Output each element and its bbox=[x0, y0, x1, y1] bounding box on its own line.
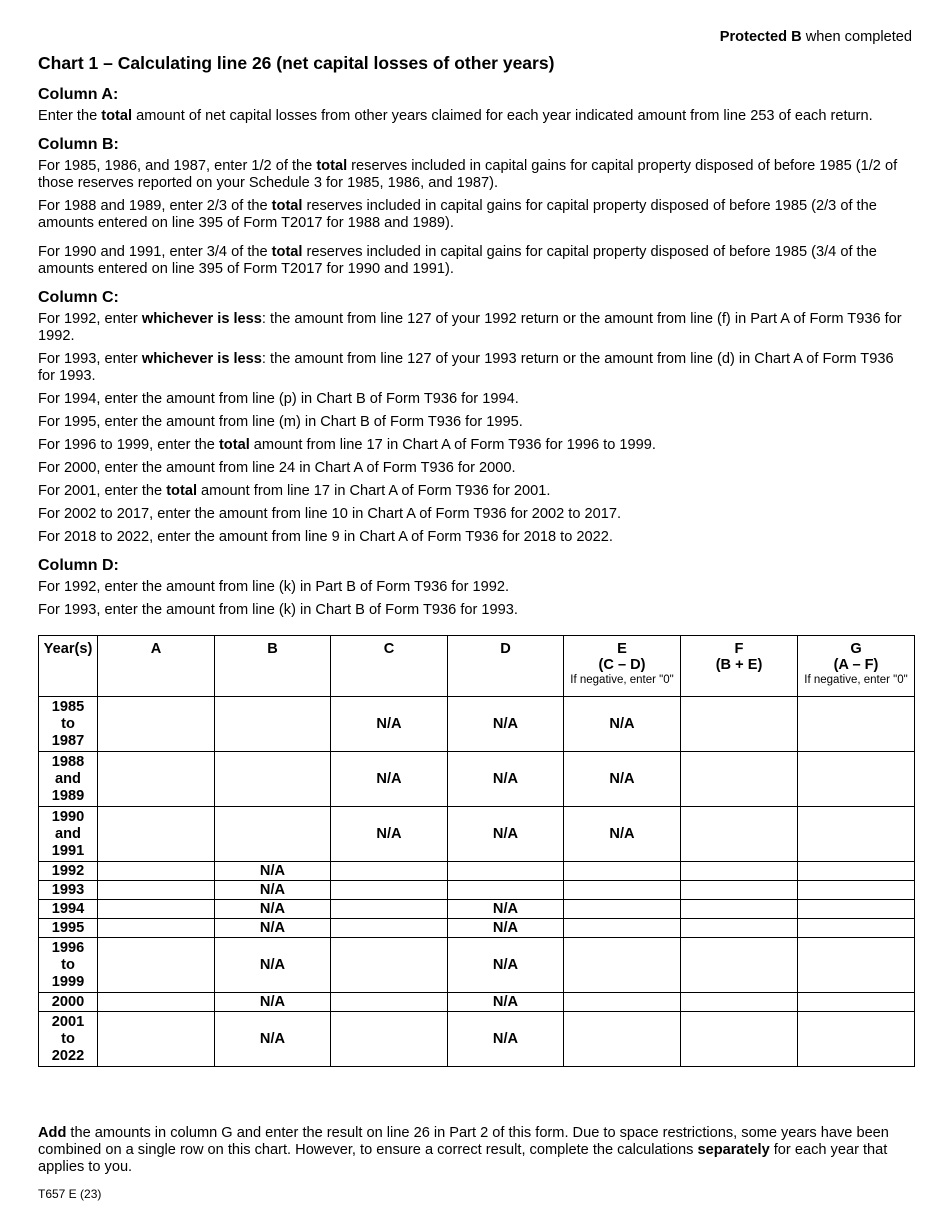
year-cell: 1992 bbox=[39, 862, 98, 881]
cell-e: N/A bbox=[564, 807, 681, 862]
cell-g[interactable] bbox=[798, 938, 915, 993]
year-cell: 2001 to 2022 bbox=[39, 1012, 98, 1067]
cell-b: N/A bbox=[215, 993, 331, 1012]
year-cell: 1996 to 1999 bbox=[39, 938, 98, 993]
cell-g[interactable] bbox=[798, 697, 915, 752]
cell-g[interactable] bbox=[798, 862, 915, 881]
cell-a[interactable] bbox=[98, 752, 215, 807]
cell-e: N/A bbox=[564, 697, 681, 752]
column-d-instruction-1993: For 1993, enter the amount from line (k) in Chart B of Form T936 for 1993. bbox=[38, 602, 518, 618]
cell-f[interactable] bbox=[681, 919, 798, 938]
cell-a[interactable] bbox=[98, 807, 215, 862]
cell-a[interactable] bbox=[98, 938, 215, 993]
cell-g[interactable] bbox=[798, 881, 915, 900]
cell-c[interactable] bbox=[331, 900, 448, 919]
cell-a[interactable] bbox=[98, 993, 215, 1012]
header-c: C bbox=[331, 636, 448, 697]
cell-a[interactable] bbox=[98, 697, 215, 752]
table-row bbox=[39, 919, 915, 938]
cell-a[interactable] bbox=[98, 919, 215, 938]
form-number: T657 E (23) bbox=[38, 1187, 102, 1201]
cell-c[interactable] bbox=[331, 862, 448, 881]
cell-g[interactable] bbox=[798, 807, 915, 862]
column-c-instruction-1992: For 1992, enter whichever is less: the amount from line 127 of your 1992 return or the amount from line (f) in Part A of Form T936 for 1992. bbox=[38, 311, 902, 344]
cell-d: N/A bbox=[448, 752, 564, 807]
cell-d: N/A bbox=[448, 807, 564, 862]
column-c-instruction-1995: For 1995, enter the amount from line (m) in Chart B of Form T936 for 1995. bbox=[38, 414, 523, 430]
column-d-section bbox=[38, 556, 913, 619]
add-column-g-note: Add the amounts in column G and enter the result on line 26 in Part 2 of this form. Due to space restrictions, some years have been combined on a single row on this chart. However, to ensure a correct result, complete the calculations separately for each year that applies to you. bbox=[38, 1125, 889, 1175]
cell-a[interactable] bbox=[98, 900, 215, 919]
cell-f[interactable] bbox=[681, 807, 798, 862]
table-header-row bbox=[39, 636, 915, 697]
cell-e[interactable] bbox=[564, 881, 681, 900]
column-b-instruction-1985: For 1985, 1986, and 1987, enter 1/2 of the total reserves included in capital gains for capital property disposed of before 1985 (1/2 of those reserves reported on your Schedule 3 for 1985, 1986, and 1987). bbox=[38, 158, 898, 191]
cell-f[interactable] bbox=[681, 1012, 798, 1067]
cell-f[interactable] bbox=[681, 881, 798, 900]
cell-c[interactable] bbox=[331, 881, 448, 900]
table-row bbox=[39, 900, 915, 919]
column-a-heading: Column A: bbox=[38, 86, 119, 103]
cell-d: N/A bbox=[448, 919, 564, 938]
cell-g[interactable] bbox=[798, 900, 915, 919]
chart-title: Chart 1 – Calculating line 26 (net capital losses of other years) bbox=[38, 53, 555, 73]
column-c-section bbox=[38, 288, 913, 546]
table-row bbox=[39, 862, 915, 881]
column-b-heading: Column B: bbox=[38, 136, 119, 153]
cell-f[interactable] bbox=[681, 752, 798, 807]
cell-g[interactable] bbox=[798, 1012, 915, 1067]
cell-b[interactable] bbox=[215, 752, 331, 807]
column-c-instruction-2000: For 2000, enter the amount from line 24 in Chart A of Form T936 for 2000. bbox=[38, 460, 516, 476]
cell-e[interactable] bbox=[564, 862, 681, 881]
protected-b-notice bbox=[720, 29, 912, 46]
table-row bbox=[39, 697, 915, 752]
protected-label: Protected B bbox=[719, 29, 802, 45]
cell-e[interactable] bbox=[564, 1012, 681, 1067]
cell-d: N/A bbox=[448, 993, 564, 1012]
cell-c[interactable] bbox=[331, 919, 448, 938]
year-cell: 1993 bbox=[39, 881, 98, 900]
cell-b[interactable] bbox=[215, 697, 331, 752]
column-c-heading: Column C: bbox=[38, 289, 119, 306]
year-cell: 1994 bbox=[39, 900, 98, 919]
cell-f[interactable] bbox=[681, 900, 798, 919]
cell-c[interactable] bbox=[331, 1012, 448, 1067]
cell-d[interactable] bbox=[448, 862, 564, 881]
cell-b: N/A bbox=[215, 938, 331, 993]
table-row bbox=[39, 881, 915, 900]
header-b: B bbox=[215, 636, 331, 697]
header-f: F (B + E) bbox=[681, 636, 798, 697]
cell-e[interactable] bbox=[564, 938, 681, 993]
cell-d: N/A bbox=[448, 1012, 564, 1067]
instructions bbox=[38, 53, 913, 1067]
column-c-instruction-1994: For 1994, enter the amount from line (p) in Chart B of Form T936 for 1994. bbox=[38, 391, 519, 407]
header-e: E (C – D) If negative, enter "0" bbox=[564, 636, 681, 697]
cell-c: N/A bbox=[331, 807, 448, 862]
cell-e: N/A bbox=[564, 752, 681, 807]
cell-e[interactable] bbox=[564, 919, 681, 938]
cell-a[interactable] bbox=[98, 862, 215, 881]
calculation-table bbox=[38, 635, 915, 1067]
column-a-instruction: Enter the total amount of net capital losses from other years claimed for each year indicated amount from line 253 of each return. bbox=[38, 108, 873, 124]
table-row bbox=[39, 1012, 915, 1067]
cell-b: N/A bbox=[215, 881, 331, 900]
cell-f[interactable] bbox=[681, 938, 798, 993]
cell-e[interactable] bbox=[564, 993, 681, 1012]
cell-d: N/A bbox=[448, 900, 564, 919]
column-c-instruction-2001: For 2001, enter the total amount from line 17 in Chart A of Form T936 for 2001. bbox=[38, 483, 551, 499]
cell-b: N/A bbox=[215, 919, 331, 938]
cell-g[interactable] bbox=[798, 993, 915, 1012]
cell-g[interactable] bbox=[798, 919, 915, 938]
table-row bbox=[39, 807, 915, 862]
column-c-instruction-2018: For 2018 to 2022, enter the amount from line 9 in Chart A of Form T936 for 2018 to 2022. bbox=[38, 529, 613, 545]
column-a-section bbox=[38, 85, 913, 125]
year-cell: 1985 to 1987 bbox=[39, 697, 98, 752]
column-b-section bbox=[38, 135, 913, 278]
year-cell: 1988 and 1989 bbox=[39, 752, 98, 807]
table-row bbox=[39, 752, 915, 807]
column-c-instruction-1996: For 1996 to 1999, enter the total amount from line 17 in Chart A of Form T936 for 1996 to 1999. bbox=[38, 437, 656, 453]
column-c-instruction-1993: For 1993, enter whichever is less: the amount from line 127 of your 1993 return or the amount from line (d) in Chart A of Form T936 for 1993. bbox=[38, 351, 894, 384]
cell-b[interactable] bbox=[215, 807, 331, 862]
column-d-instruction-1992: For 1992, enter the amount from line (k) in Part B of Form T936 for 1992. bbox=[38, 579, 510, 595]
cell-f[interactable] bbox=[681, 862, 798, 881]
header-d: D bbox=[448, 636, 564, 697]
column-c-instruction-2002: For 2002 to 2017, enter the amount from line 10 in Chart A of Form T936 for 2002 to 2017. bbox=[38, 506, 622, 522]
header-a: A bbox=[98, 636, 215, 697]
cell-b: N/A bbox=[215, 1012, 331, 1067]
cell-f[interactable] bbox=[681, 697, 798, 752]
column-b-instruction-1990: For 1990 and 1991, enter 3/4 of the total reserves included in capital gains for capital property disposed of before 1985 (3/4 of the amounts entered on line 395 of Form T2017 for 1990 and 1991). bbox=[38, 244, 877, 277]
cell-d: N/A bbox=[448, 938, 564, 993]
cell-b: N/A bbox=[215, 862, 331, 881]
cell-c[interactable] bbox=[331, 938, 448, 993]
cell-c: N/A bbox=[331, 752, 448, 807]
cell-a[interactable] bbox=[98, 881, 215, 900]
table-row bbox=[39, 938, 915, 993]
year-cell: 1990 and 1991 bbox=[39, 807, 98, 862]
cell-f[interactable] bbox=[681, 993, 798, 1012]
column-b-instruction-1988: For 1988 and 1989, enter 2/3 of the total reserves included in capital gains for capital property disposed of before 1985 (2/3 of the amounts entered on line 395 of Form T2017 for 1988 and 1989). bbox=[38, 198, 877, 231]
cell-d[interactable] bbox=[448, 881, 564, 900]
protected-suffix: when completed bbox=[801, 29, 912, 45]
cell-b: N/A bbox=[215, 900, 331, 919]
cell-d: N/A bbox=[448, 697, 564, 752]
column-d-heading: Column D: bbox=[38, 557, 119, 574]
year-cell: 1995 bbox=[39, 919, 98, 938]
year-cell: 2000 bbox=[39, 993, 98, 1012]
cell-g[interactable] bbox=[798, 752, 915, 807]
cell-e[interactable] bbox=[564, 900, 681, 919]
cell-c[interactable] bbox=[331, 993, 448, 1012]
header-years: Year(s) bbox=[39, 636, 98, 697]
table-row bbox=[39, 993, 915, 1012]
header-g: G (A – F) If negative, enter "0" bbox=[798, 636, 915, 697]
cell-c: N/A bbox=[331, 697, 448, 752]
cell-a[interactable] bbox=[98, 1012, 215, 1067]
